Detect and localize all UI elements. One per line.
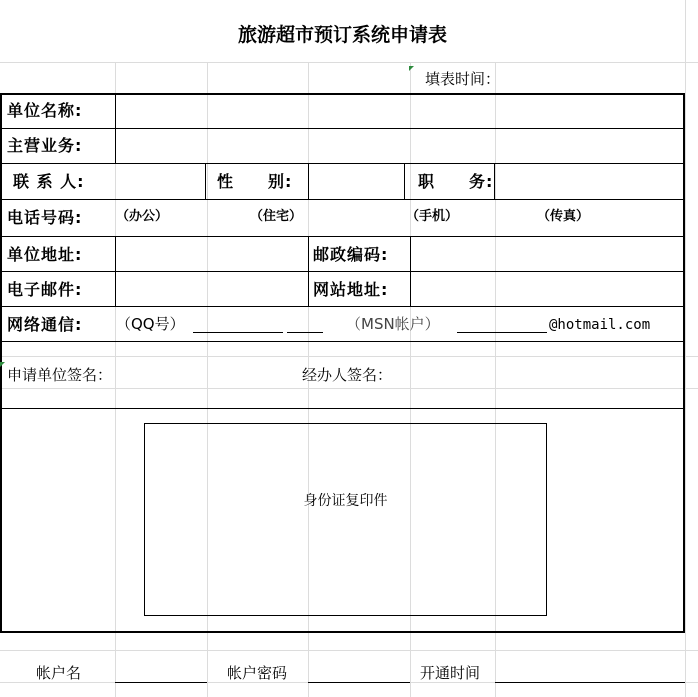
row-line [0, 163, 685, 164]
open-time-label: 开通时间 [420, 664, 481, 682]
column-line [205, 163, 206, 200]
row-line [0, 199, 685, 200]
row-line [0, 128, 685, 129]
gridline [0, 62, 698, 63]
phone-office-label: （办公） [116, 209, 169, 224]
hotmail-suffix: @hotmail.com [549, 317, 651, 333]
applicant-signature-label: 申请单位签名： [7, 366, 113, 384]
fill-time-label: 填表时间： [425, 70, 501, 88]
column-line [494, 163, 495, 200]
row-line [0, 341, 685, 342]
position-label: 职 务: [418, 172, 494, 191]
qq-label: （QQ号） [116, 315, 185, 333]
cell-comment-marker [0, 362, 5, 367]
website-label: 网站地址: [313, 280, 389, 299]
msn-label: （MSN帐户） [346, 315, 440, 333]
open-time-underline [495, 682, 685, 683]
gridline [0, 356, 698, 357]
gender-label: 性 别: [217, 172, 293, 191]
handler-signature-label: 经办人签名： [302, 366, 393, 384]
qq-underline [287, 332, 323, 333]
table-border [683, 93, 685, 633]
row-line [0, 236, 685, 237]
form-title: 旅游超市预订系统申请表 [237, 24, 447, 46]
postcode-label: 邮政编码: [313, 245, 389, 264]
account-password-underline [308, 682, 410, 683]
email-label: 电子邮件: [7, 280, 83, 299]
phone-mobile-label: （手机） [406, 209, 459, 224]
account-name-label: 帐户名 [36, 664, 82, 682]
phone-fax-label: （传真） [537, 209, 590, 224]
gridline [0, 388, 698, 389]
column-line [308, 163, 309, 200]
id-copy-label: 身份证复印件 [303, 493, 388, 509]
address-label: 单位地址: [7, 245, 83, 264]
cell-comment-marker [409, 66, 414, 71]
gridline [685, 0, 686, 697]
main-business-label: 主营业务: [7, 136, 83, 155]
account-name-underline [115, 682, 207, 683]
network-label: 网络通信: [7, 315, 83, 334]
row-line [0, 306, 685, 307]
qq-underline [193, 332, 283, 333]
table-border [0, 631, 685, 633]
unit-name-label: 单位名称: [7, 101, 83, 120]
table-border [0, 93, 685, 95]
column-line [404, 163, 405, 200]
column-line [115, 236, 116, 306]
gridline [0, 650, 698, 651]
phone-home-label: （住宅） [250, 209, 303, 224]
column-line [308, 236, 309, 306]
contact-person-label: 联 系 人: [13, 172, 85, 191]
msn-underline [457, 332, 547, 333]
row-line [0, 271, 685, 272]
row-line [0, 408, 685, 409]
column-line [115, 94, 116, 164]
phone-label: 电话号码: [7, 208, 83, 227]
account-password-label: 帐户密码 [227, 664, 288, 682]
id-copy-box [144, 423, 547, 616]
column-line [410, 236, 411, 306]
